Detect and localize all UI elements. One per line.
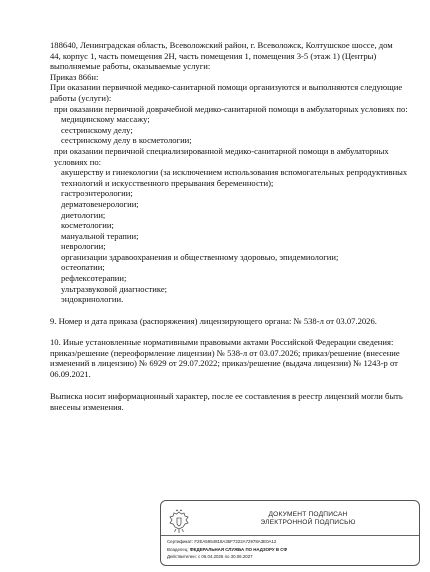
address-line-1: 188640, Ленинградская область, Всеволожский район, г. Всеволожск, Колтушское шоссе, дом — [50, 40, 393, 50]
certificate-label: Сертификат: — [167, 539, 194, 544]
service-item: акушерству и гинекологии (за исключением использования вспомогательных репродуктивных технологий и искусственного прерывания беременности); — [61, 167, 408, 188]
order-label: Приказ 866н: — [50, 71, 99, 82]
owner-value: ФЕДЕРАЛЬНАЯ СЛУЖБА ПО НАДЗОРУ В СФ — [189, 546, 288, 552]
stamp-details — [167, 538, 415, 561]
stamp-title — [201, 511, 415, 527]
stamp-divider — [161, 535, 419, 536]
service-item: организации здравоохранения и общественному здоровью, эпидемиологии; — [61, 251, 339, 262]
service-item: неврологии; — [61, 241, 106, 252]
service-item: гастроэнтерологии; — [61, 188, 133, 199]
disclaimer: Выписка носит информационный характер, после ее составления в реестр лицензий могли быть внесены изменения. — [50, 391, 403, 412]
validity-row: Действителен: с 06.04.2026 по 30.06.2027 — [167, 554, 253, 559]
address-section — [50, 40, 410, 305]
subsection-2-title: при оказании первичной специализированной медико-санитарной помощи в амбулаторных условиях по: — [54, 145, 389, 167]
coat-of-arms-icon — [167, 509, 191, 535]
services-heading: выполняемые работы, оказываемые услуги: — [50, 61, 211, 72]
services-intro: При оказании первичной медико-санитарной помощи организуются и выполняются следующие работы (услуги): — [50, 82, 403, 103]
service-item: мануальной терапии; — [61, 230, 139, 241]
service-item: ультразвуковой диагностике; — [61, 283, 168, 294]
owner-label: Владелец: — [167, 546, 189, 552]
stamp-title-line-2: ЭЛЕКТРОННОЙ ПОДПИСЬЮ — [260, 519, 356, 526]
service-item: медицинскому массажу; — [61, 114, 150, 125]
electronic-signature-stamp — [160, 500, 420, 566]
service-item: рефлексотерапии; — [61, 273, 127, 284]
service-item: остеопатии; — [61, 262, 105, 273]
service-item: косметологии; — [61, 220, 114, 231]
service-item: диетологии; — [61, 209, 106, 220]
subsection-1-title: при оказании первичной доврачебной медико-санитарной помощи в амбулаторных условиях по: — [54, 103, 408, 114]
item-9: 9. Номер и дата приказа (распоряжения) лицензирующего органа: № 538-л от 03.07.2026. — [50, 316, 377, 326]
owner-row — [167, 546, 415, 554]
stamp-title-line-1: ДОКУМЕНТ ПОДПИСАН — [268, 511, 348, 518]
certificate-row — [167, 538, 415, 546]
service-item: сестринскому делу в косметологии; — [61, 135, 192, 146]
service-item: сестринскому делу; — [61, 124, 133, 135]
service-item: эндокринологии. — [61, 294, 124, 305]
item-10: 10. Иные установленные нормативными правовыми актами Российской Федерации сведения: приказ/решение (переоформление лицензии) № 538-л от 03.07.2026; приказ/решение (внесение изменений в лицензию) № 6929 от 29.07.2022; приказ/решение (выдача лицензии) № 1243-р от 06.09.2021. — [50, 337, 400, 379]
address-line-2: 44, корпус 1, часть помещения 2Н, часть помещения 1, помещения 3-5 (этаж 1) (Центры) — [50, 50, 377, 61]
certificate-value: F2EA5954818A35F7222A72978A3E0A12 — [194, 539, 277, 544]
service-item: дерматовенерологии; — [61, 198, 139, 209]
